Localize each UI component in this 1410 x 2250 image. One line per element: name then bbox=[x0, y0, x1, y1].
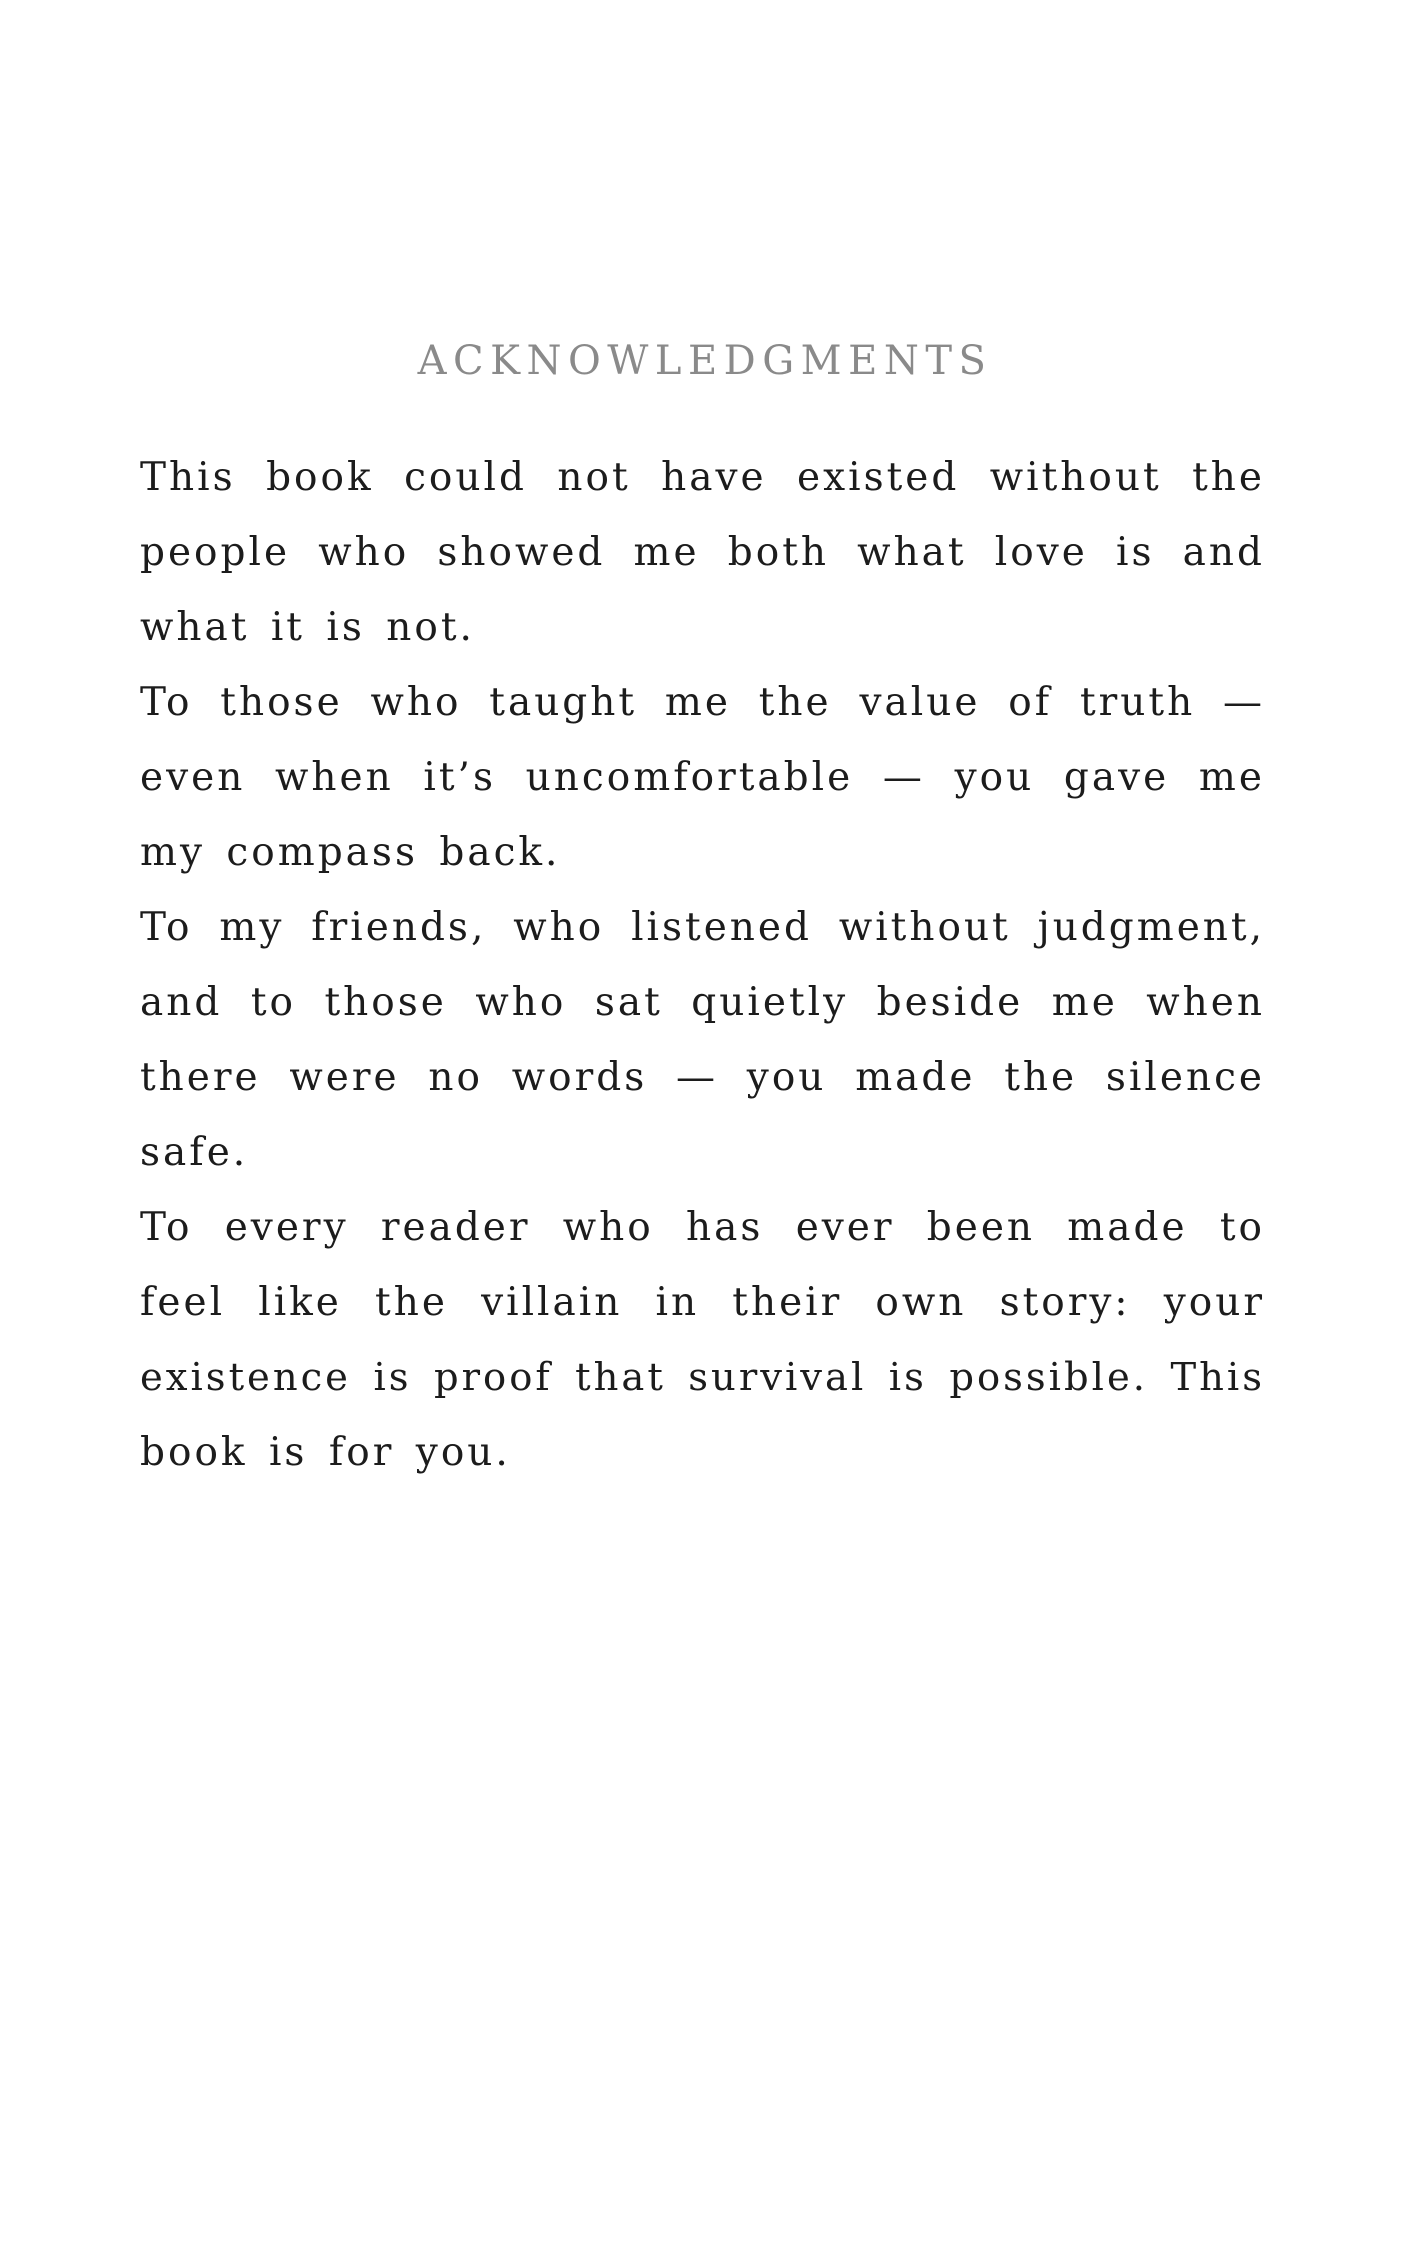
body-line: To every reader who has ever been made to bbox=[140, 1205, 1265, 1250]
body-line: To my friends, who listened without judgment, bbox=[140, 905, 1265, 950]
acknowledgments-body bbox=[140, 440, 1265, 1490]
body-line: and to those who sat quietly beside me when bbox=[140, 980, 1265, 1025]
body-line: people who showed me both what love is and bbox=[140, 530, 1265, 575]
body-line: even when it’s uncomfortable — you gave me bbox=[140, 755, 1265, 800]
body-line: there were no words — you made the silence bbox=[140, 1055, 1265, 1100]
body-line: book is for you. bbox=[140, 1430, 511, 1475]
body-line: my compass back. bbox=[140, 830, 561, 875]
body-line: safe. bbox=[140, 1130, 249, 1175]
body-line: To those who taught me the value of truth — bbox=[140, 680, 1265, 725]
body-line: what it is not. bbox=[140, 605, 475, 650]
body-line: This book could not have existed without the bbox=[140, 455, 1265, 500]
body-line: feel like the villain in their own story: your bbox=[140, 1280, 1265, 1325]
body-line: existence is proof that survival is possible. This bbox=[140, 1355, 1265, 1400]
page-title: ACKNOWLEDGMENTS bbox=[417, 338, 993, 384]
